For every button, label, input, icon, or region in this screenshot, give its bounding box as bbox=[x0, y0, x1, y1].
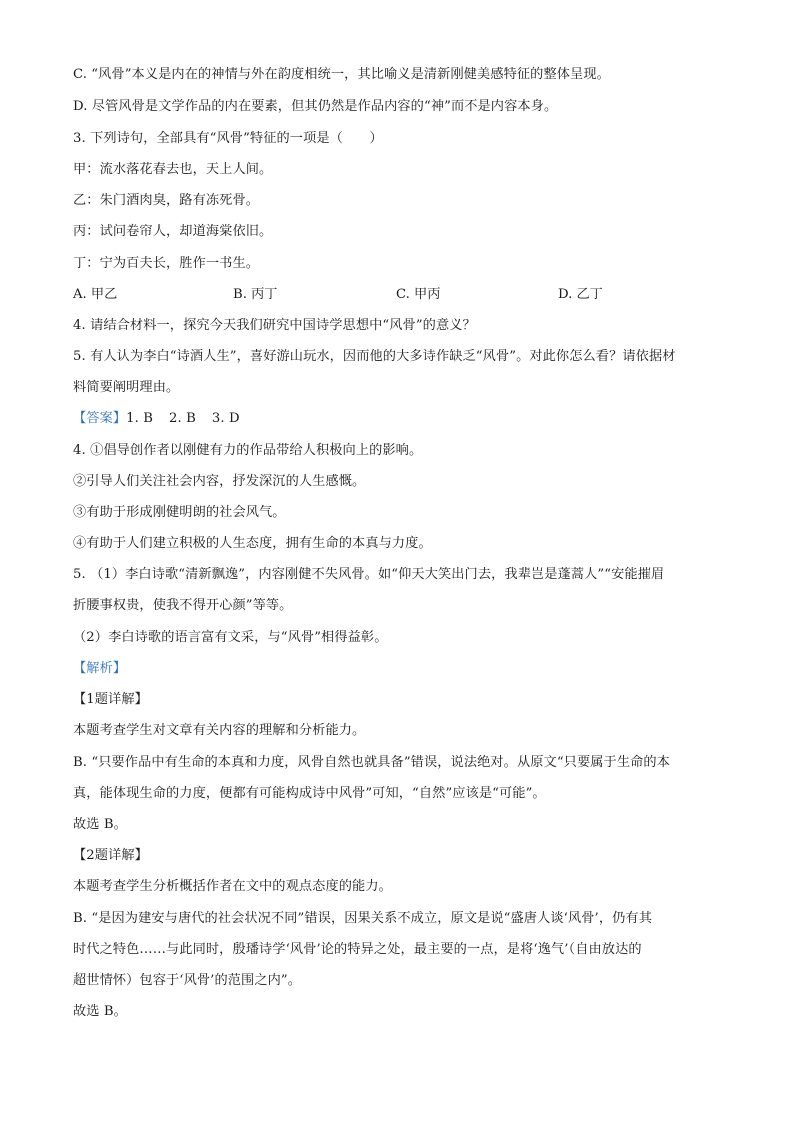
answer-5-part-1-line-2: 折腰事权贵，使我不得开心颜”等等。 bbox=[73, 598, 293, 613]
choice-c: C. 甲丙 bbox=[396, 287, 441, 302]
q2-detail-heading: 【2题详解】 bbox=[73, 848, 148, 863]
poem-bing: 丙：试问卷帘人，却道海棠依旧。 bbox=[73, 224, 273, 239]
answer-5-part-2: （2）李白诗歌的语言富有文采，与“风骨”相得益彰。 bbox=[73, 630, 388, 645]
answer-line bbox=[73, 409, 240, 429]
poem-yi: 乙：朱门酒肉臭，路有冻死骨。 bbox=[73, 193, 260, 208]
q1-detail-intro: 本题考查学生对文章有关内容的理解和分析能力。 bbox=[73, 723, 366, 738]
answer-1: 1. B bbox=[126, 411, 154, 426]
choice-b: B. 丙丁 bbox=[233, 287, 278, 302]
option-c-text: C. “风骨”本义是内在的神情与外在韵度相统一，其比喻义是清新刚健美感特征的整体呈现。 bbox=[73, 67, 610, 82]
question-4: 4. 请结合材料一，探究今天我们研究中国诗学思想中“风骨”的意义？ bbox=[73, 318, 476, 333]
answer-4-point-1: 4. ①倡导创作者以刚健有力的作品带给人积极向上的影响。 bbox=[73, 443, 423, 458]
q2-detail-body-2: 时代之特色……与此同时，殷璠诗学‘风骨’论的特异之处，最主要的一点，是将‘逸气’（自由放达的 bbox=[73, 942, 642, 957]
question-5-line-1: 5. 有人认为李白“诗酒人生”，喜好游山玩水，因而他的大多诗作缺乏“风骨”。对此你怎么看？请依据材 bbox=[73, 349, 676, 364]
q2-detail-selection: 故选 B。 bbox=[73, 1004, 127, 1019]
q2-detail-intro: 本题考查学生分析概括作者在文中的观点态度的能力。 bbox=[73, 879, 392, 894]
answer-4-point-3: ③有助于形成刚健明朗的社会风气。 bbox=[73, 505, 286, 520]
poem-jia: 甲：流水落花春去也，天上人间。 bbox=[73, 162, 273, 177]
q1-detail-heading: 【1题详解】 bbox=[73, 692, 148, 707]
option-d-text: D. 尽管风骨是文学作品的内在要素，但其仍然是作品内容的“神”而不是内容本身。 bbox=[73, 99, 558, 114]
question-5-line-2: 料简要阐明理由。 bbox=[73, 380, 180, 395]
q1-detail-body-2: 真，能体现生命的力度，便都有可能构成诗中风骨”可知，“自然”应该是“可能”。 bbox=[73, 786, 546, 801]
question-3-choices bbox=[73, 285, 733, 305]
answer-4-point-4: ④有助于人们建立积极的人生态度，拥有生命的本真与力度。 bbox=[73, 536, 432, 551]
analysis-tag: 【解析】 bbox=[73, 661, 127, 676]
poem-ding: 丁：宁为百夫长，胜作一书生。 bbox=[73, 256, 260, 271]
answer-2: 2. B bbox=[169, 411, 196, 426]
choice-d: D. 乙丁 bbox=[558, 287, 603, 302]
q1-detail-selection: 故选 B。 bbox=[73, 817, 127, 832]
answer-4-point-2: ②引导人们关注社会内容，抒发深沉的人生感慨。 bbox=[73, 474, 366, 489]
q2-detail-body-1: B. “是因为建安与唐代的社会状况不同”错误，因果关系不成立，原文是说“盛唐人谈‘风骨’，仍有其 bbox=[73, 911, 652, 926]
answer-tag: 【答案】 bbox=[73, 411, 127, 426]
question-3: 3. 下列诗句，全部具有“风骨”特征的一项是（ ） bbox=[73, 131, 383, 146]
answer-3: 3. D bbox=[211, 411, 240, 426]
q2-detail-body-3: 超世情怀）包容于‘风骨’的范围之内”。 bbox=[73, 973, 302, 988]
choice-a: A. 甲乙 bbox=[73, 287, 118, 302]
answer-5-part-1-line-1: 5. （1）李白诗歌“清新飘逸”，内容刚健不失风骨。如“仰天大笑出门去，我辈岂是蓬蒿人”“安能摧眉 bbox=[73, 567, 665, 582]
q1-detail-body-1: B. “只要作品中有生命的本真和力度，风骨自然也就具备”错误，说法绝对。从原文“只要属于生命的本 bbox=[73, 755, 670, 770]
